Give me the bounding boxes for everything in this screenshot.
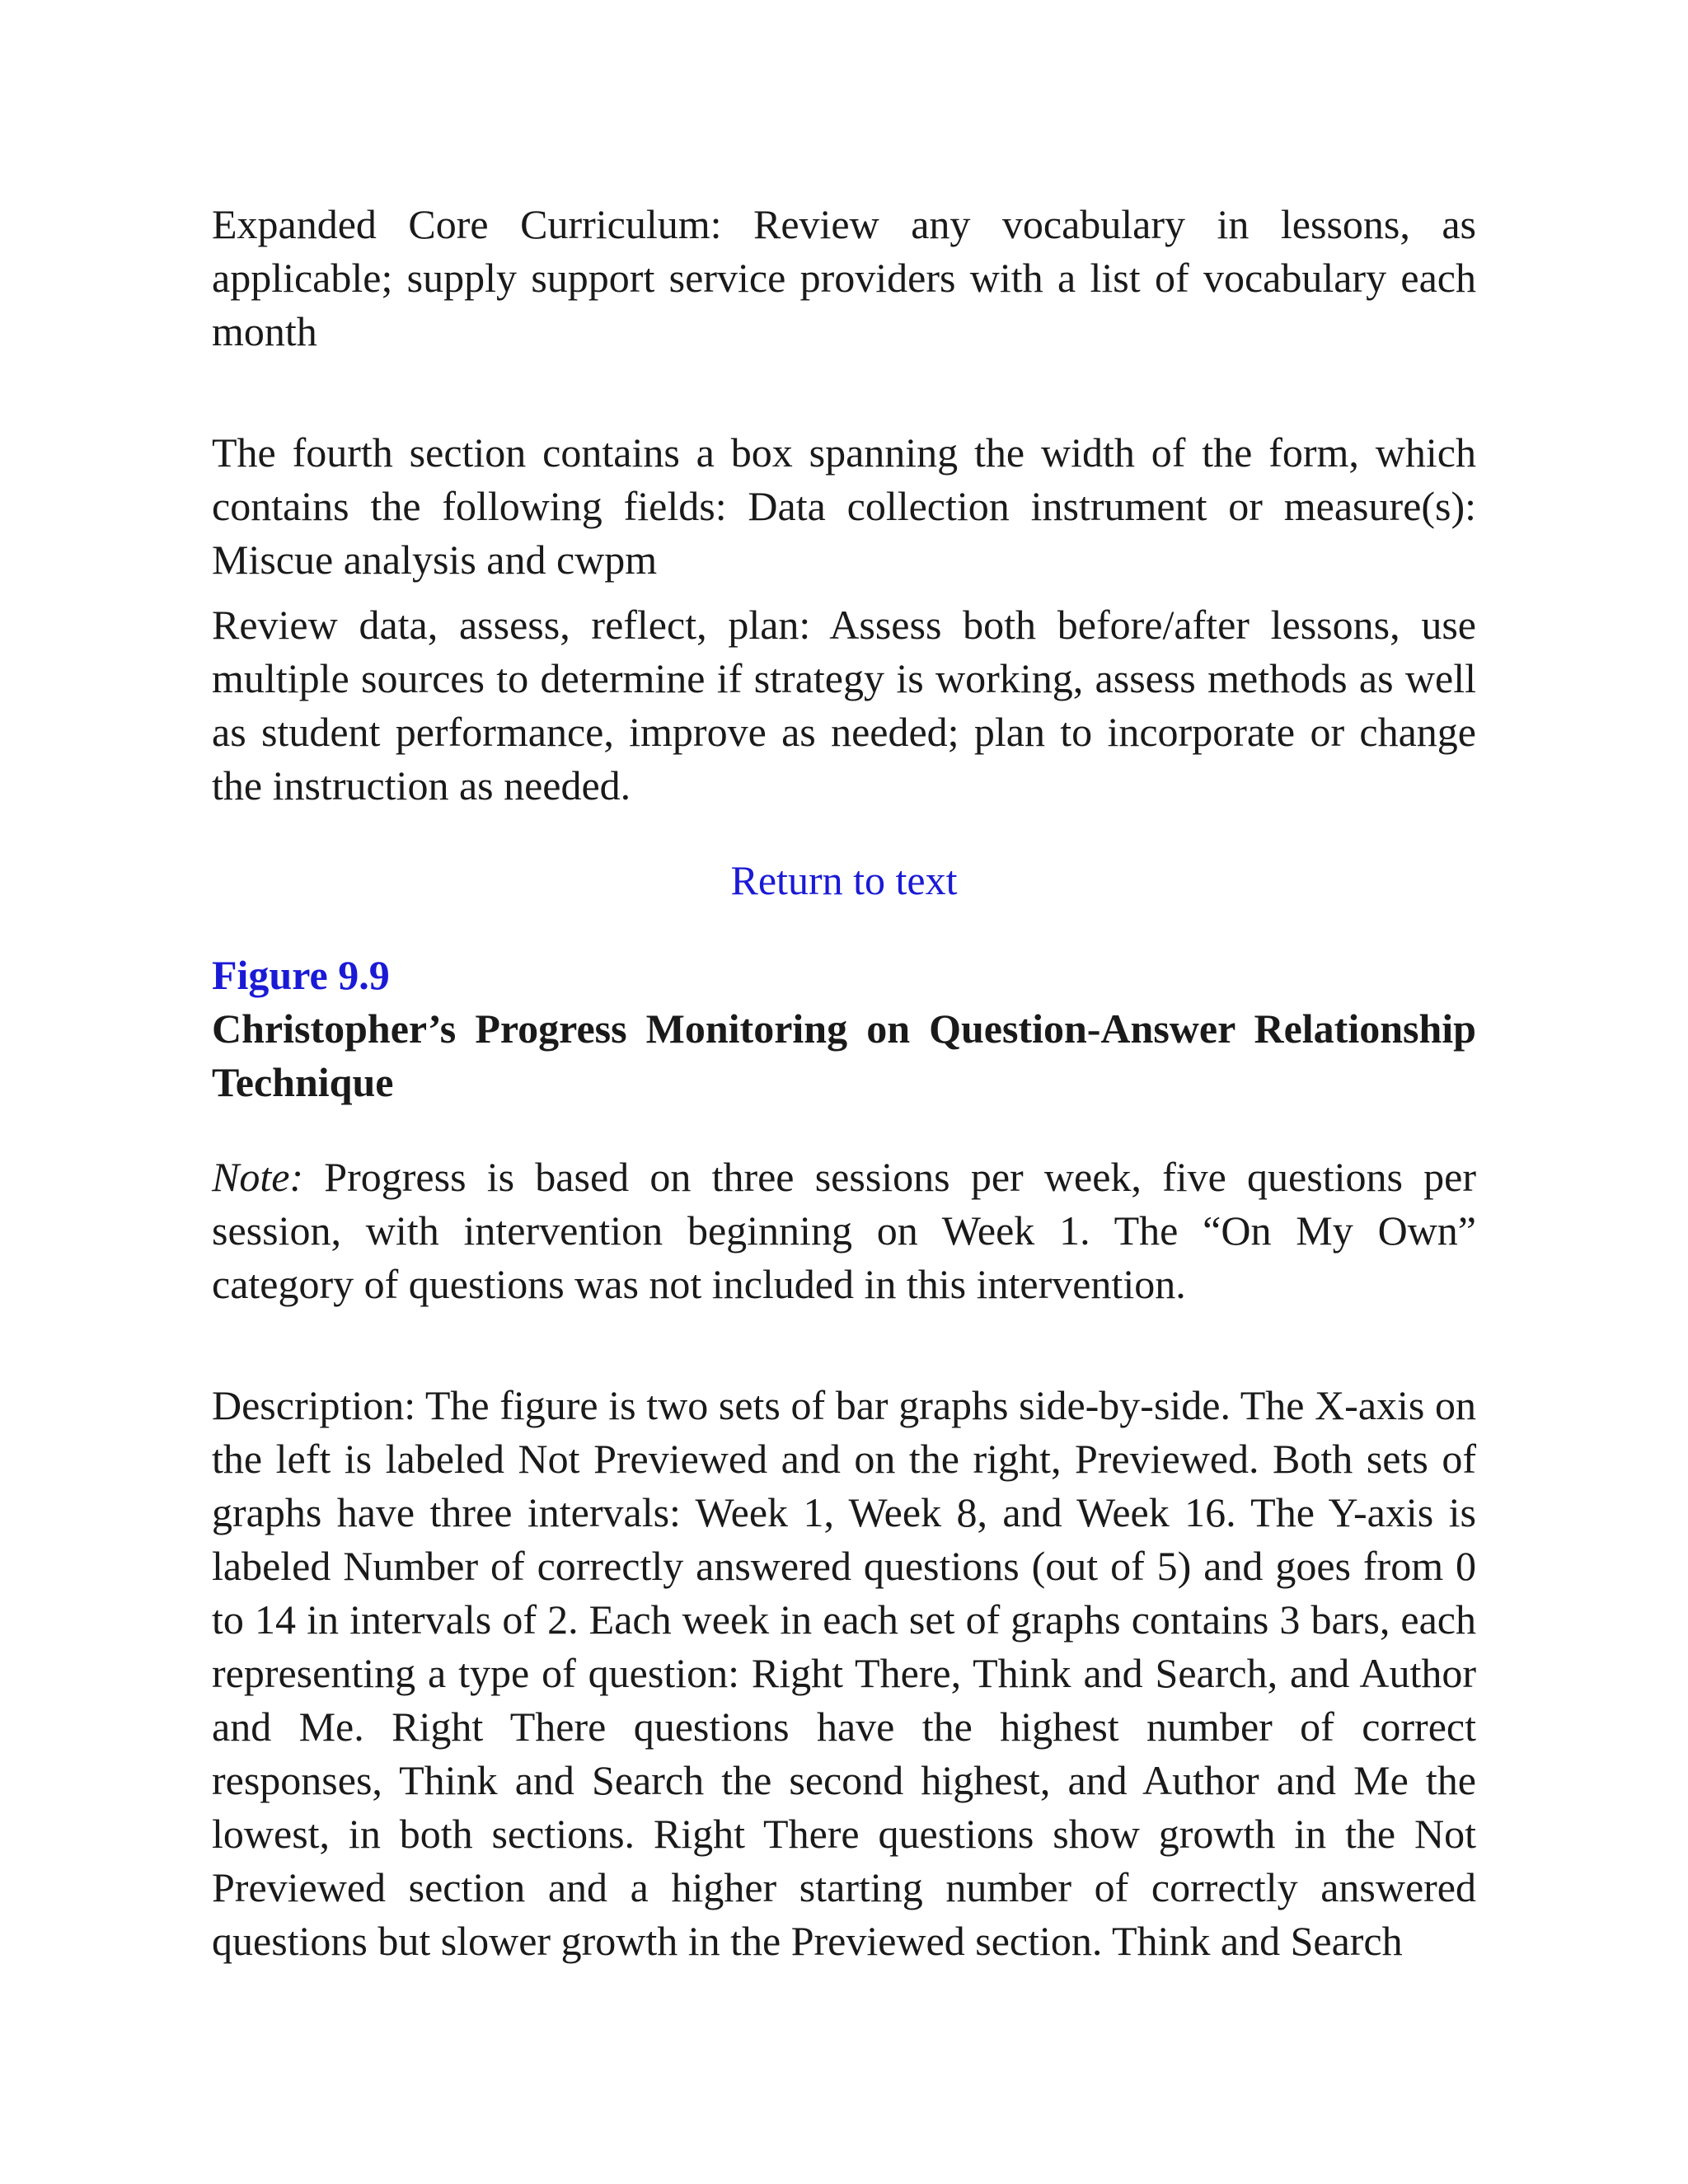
return-to-text-link[interactable]: Return to text [730,857,958,903]
paragraph-review-data: Review data, assess, reflect, plan: Assess both before/after lessons, use multiple sources to determine if strategy is working, assess methods as well as student performance, improve as needed; plan to incorporate or change the instruction as needed. [212,602,1476,808]
figure-note [212,1151,1476,1311]
figure-description: Description: The figure is two sets of bar graphs side-by-side. The X-axis on the left is labeled Not Previewed and on the right, Previewed. Both sets of graphs have three intervals: Week 1, Week 8, and Week 16. The Y-axis is labeled Number of correctly answered questions (out of 5) and goes from 0 to 14 in intervals of 2. Each week in each set of graphs contains 3 bars, each representing a type of question: Right There, Think and Search, and Author and Me. Right There questions have the highest number of correct responses, Think and Search the second highest, and Author and Me the lowest, in both sections. Right There questions show growth in the Not Previewed section and a higher starting number of correctly answered questions but slower growth in the Previewed section. Think and Search [212,1382,1476,1964]
note-text: Progress is based on three sessions per week, five questions per session, with intervention beginning on Week 1. The “On My Own” category of questions was not included in this intervention. [212,1154,1476,1307]
paragraph-fourth-section: The fourth section contains a box spanning the width of the form, which contains the following fields: Data collection instrument or measure(s): Miscue analysis and cwpm [212,429,1476,583]
note-label: Note: [212,1154,304,1200]
figure-label: Figure 9.9 [212,952,390,998]
figure-title: Christopher’s Progress Monitoring on Question-Answer Relationship Technique [212,1005,1476,1105]
document-page [212,198,1476,1968]
paragraph-expanded-core-curriculum: Expanded Core Curriculum: Review any vocabulary in lessons, as applicable; supply support service providers with a list of vocabulary each month [212,201,1476,354]
